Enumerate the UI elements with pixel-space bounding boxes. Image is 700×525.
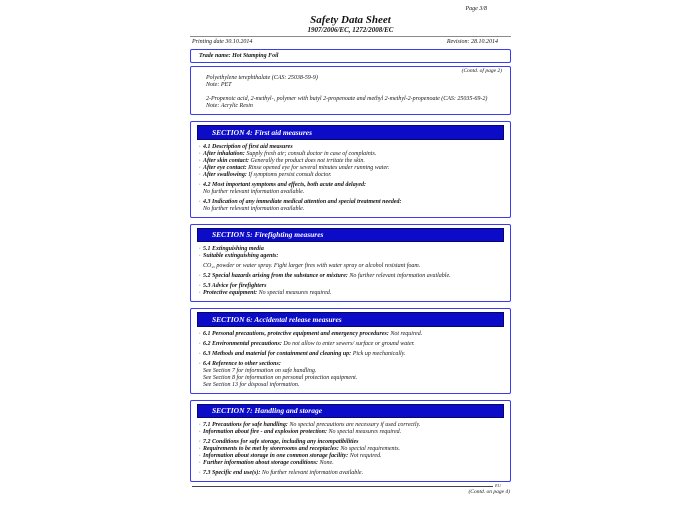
body-line: No further relevant information available. (203, 205, 305, 212)
body-line: · 6.3 Methods and material for containment and cleaning up: Pick up mechanically. (199, 350, 406, 357)
substance-line: 2-Propenoic acid, 2-methyl-, polymer with butyl 2-propenoate and methyl 2-methyl-2-propenoate (CAS: 25035-69-2) (206, 96, 488, 102)
body-line: · After skin contact: Generally the product does not irritate the skin. (199, 157, 365, 164)
section-header-bar: SECTION 4: First aid measures (197, 125, 504, 140)
contd-of-note: (Contd. of page 2) (461, 68, 502, 74)
bullet-dot: · (199, 150, 201, 157)
body-line: · 4.1 Description of first aid measures (199, 143, 293, 150)
bullet-dot: · (199, 470, 201, 476)
section-box (190, 400, 511, 483)
body-line: · Suitable extinguishing agents: (199, 253, 279, 259)
body-line: · 7.2 Conditions for safe storage, including any incompatibilities (199, 439, 359, 445)
line-group (199, 181, 500, 196)
body-line: · Further information about storage conditions: None. (199, 460, 334, 466)
line-group (199, 283, 500, 297)
bullet-dot: · (199, 171, 201, 178)
body-line: · 6.2 Environmental precautions: Do not allow to enter sewers/ surface or ground water. (199, 340, 415, 347)
bullet-dot: · (199, 273, 201, 279)
line-group (199, 198, 500, 213)
body-line: CO₂, powder or water spray. Fight larger fires with water spray or alcohol resistant foam. (203, 263, 421, 269)
line-group (199, 360, 500, 389)
substances-list (199, 75, 502, 110)
body-line: · After swallowing: If symptoms persist consult doctor. (199, 171, 332, 178)
substance-line: Note: PET (206, 82, 232, 88)
page-subtitle: 1907/2006/EC, 1272/2008/EC (307, 26, 394, 34)
substance-line: Polyethylene terephthalate (CAS: 25038-59-9) (206, 75, 318, 81)
line-group (199, 273, 500, 280)
sections-container (190, 121, 511, 482)
section-body (191, 331, 510, 389)
bullet-dot: · (199, 290, 201, 296)
body-line: · After inhalation: Supply fresh air; consult doctor in case of complaints. (199, 150, 377, 157)
line-group (199, 330, 500, 338)
bullet-dot: · (199, 143, 201, 150)
body-line: · Requirements to be met by storerooms and receptacles: No special requirements. (199, 446, 401, 452)
substances-box (190, 66, 511, 115)
contd-on-note: (Contd. on page 4) (468, 489, 510, 495)
bullet-dot: · (199, 283, 201, 289)
bullet-dot: · (199, 253, 201, 259)
body-line: See Section 7 for information on safe handling. (203, 367, 317, 374)
section-header-bar: SECTION 5: Firefighting measures (197, 228, 504, 243)
section-header-bar: SECTION 6: Accidental release measures (197, 312, 504, 327)
body-line: · 6.1 Personal precautions, protective equipment and emergency procedures: Not required. (199, 330, 423, 337)
body-line: No further relevant information available. (203, 188, 305, 195)
body-line: · Protective equipment: No special measures required. (199, 290, 332, 296)
page-title: Safety Data Sheet (310, 14, 391, 26)
section-body (191, 144, 510, 213)
bullet-dot: · (199, 157, 201, 164)
bullet-dot: · (199, 460, 201, 466)
bullet-dot: · (199, 429, 201, 435)
bullet-dot: · (199, 181, 201, 188)
region-marker: EU (495, 483, 501, 488)
bullet-dot: · (199, 360, 201, 367)
bullet-dot: · (199, 446, 201, 452)
line-group (199, 470, 500, 477)
section-box (190, 224, 511, 303)
printing-date: Printing date 30.10.2014 (192, 39, 253, 45)
bullet-dot: · (199, 453, 201, 459)
line-group (199, 422, 500, 436)
line-group (199, 350, 500, 358)
bullet-dot: · (199, 350, 201, 357)
revision-date: Revision: 28.10.2014 (446, 39, 498, 45)
line-group (199, 246, 500, 260)
line-group (199, 340, 500, 348)
bullet-dot: · (199, 198, 201, 205)
document-content-column (190, 0, 511, 496)
body-line: · 5.3 Advice for firefighters (199, 283, 267, 289)
line-group (199, 143, 500, 179)
bullet-dot: · (199, 330, 201, 337)
bullet-dot: · (199, 340, 201, 347)
bullet-dot: · (199, 439, 201, 445)
substance-entry (206, 75, 492, 89)
section-box (190, 308, 511, 394)
body-line: · Information about fire - and explosion protection: No special measures required. (199, 429, 402, 435)
body-line: · 4.3 Indication of any immediate medical attention and special treatment needed: (199, 198, 402, 205)
bullet-dot: · (199, 246, 201, 252)
trade-name-box (190, 49, 511, 63)
body-line: · 5.1 Extinguishing media (199, 246, 264, 252)
page-indicator: Page 3/8 (465, 6, 487, 12)
body-line: · 5.2 Special hazards arising from the substance or mixture: No further relevant information available. (199, 273, 451, 279)
dates-row (190, 37, 511, 46)
body-line: · 4.2 Most important symptoms and effects, both acute and delayed: (199, 181, 367, 188)
body-line: · Information about storage in one common storage facility: Not required. (199, 453, 382, 459)
trade-name: Trade name: Hot Stamping Foil (199, 52, 279, 59)
section-header-bar: SECTION 7: Handling and storage (197, 404, 504, 419)
body-line: See Section 13 for disposal information. (203, 381, 300, 388)
body-line: See Section 8 for information on personal protection equipment. (203, 374, 358, 381)
body-line: · After eye contact: Rinse opened eye for several minutes under running water. (199, 164, 390, 171)
bullet-dot: · (199, 422, 201, 428)
body-line: · 6.4 Reference to other sections: (199, 360, 281, 367)
body-line: · 7.3 Specific end use(s): No further relevant information available. (199, 470, 364, 476)
line-group (203, 263, 500, 270)
line-group (199, 439, 500, 467)
section-body (191, 422, 510, 477)
section-body (191, 246, 510, 297)
substance-line: Note: Acrylic Resin (206, 103, 253, 109)
section-box (190, 121, 511, 218)
substance-entry (206, 96, 492, 110)
body-line: · 7.1 Precautions for safe handling: No special precautions are necessary if used correctly. (199, 422, 421, 428)
footer-divider (192, 486, 493, 487)
bullet-dot: · (199, 164, 201, 171)
